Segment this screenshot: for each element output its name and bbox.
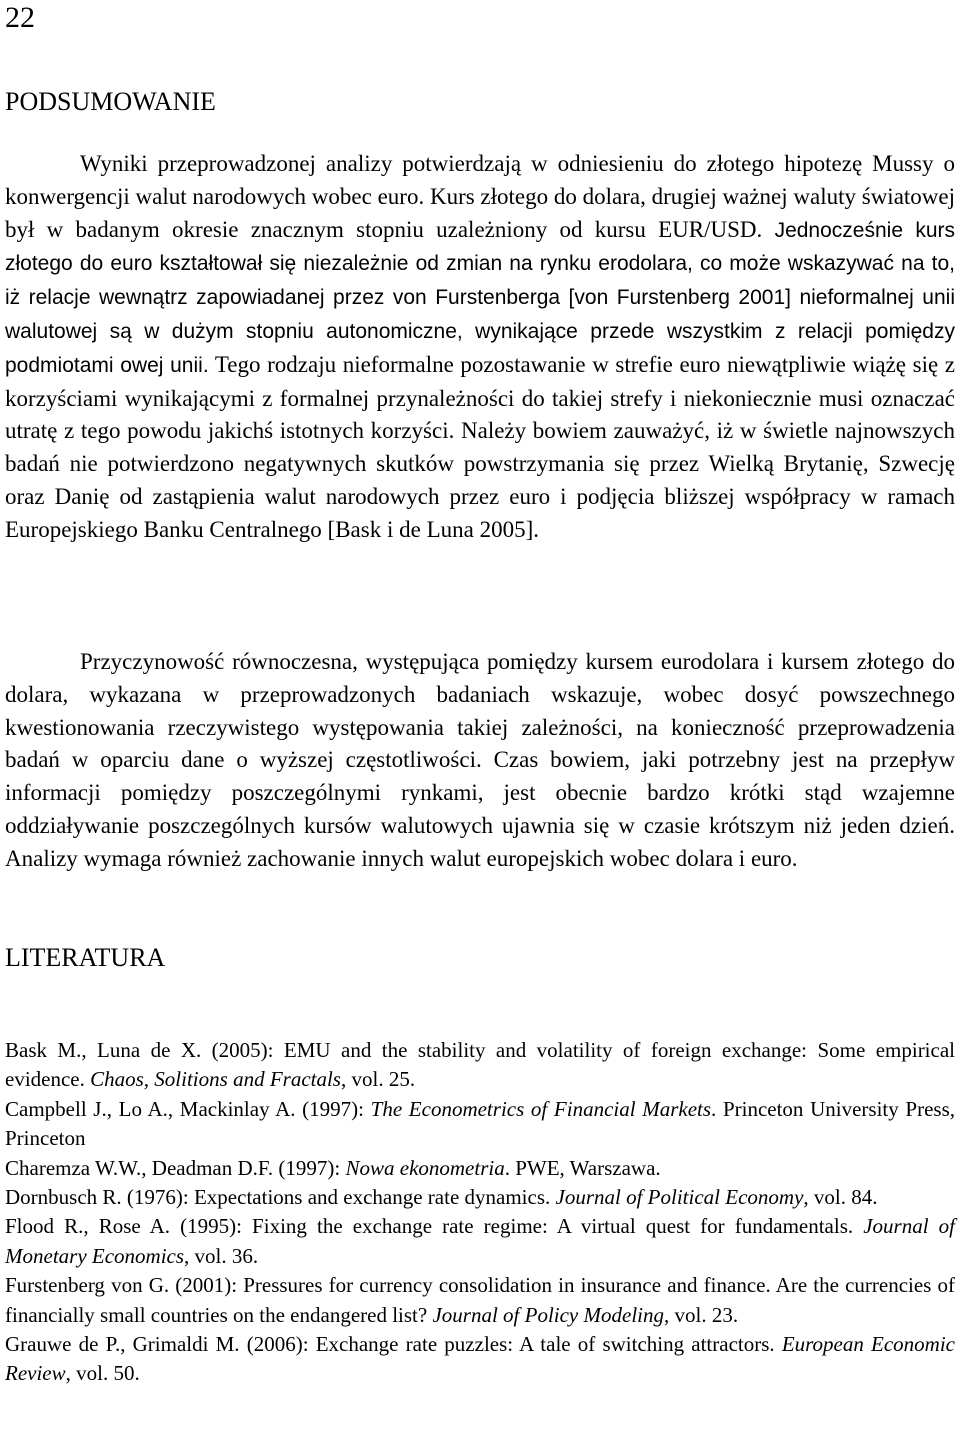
summary-p1-sentence-3: Tego rodzaju nieformalne pozostawanie w strefie euro niewątpliwie wiążę się z korzyściami wynikającymi z formalnej przynależności do takiej strefy i niekoniecznie musi oznaczać utratę z tego powodu jakichś istotnych korzyści. Należy bowiem zauważyć, iż w świetle najnowszych badań nie potwierdzono negatywnych skutków powstrzymania się przez Wielką Brytanię, Szwecję oraz Danię od zastąpienia walut narodowych przez euro i podjęcia bliższej współpracy w ramach Europejskiego Banku Centralnego [Bask i de Luna 2005].: [5, 351, 955, 542]
reference-item: [5, 1095, 955, 1154]
reference-suffix: , vol. 23.: [664, 1302, 739, 1327]
reference-text: Bask M., Luna de X. (2005): EMU and the stability and volatility of foreign exchange: Some empirical evidence.: [5, 1038, 955, 1092]
reference-suffix: , vol. 25.: [340, 1067, 416, 1092]
reference-source: Journal of Monetary Economics: [5, 1214, 955, 1268]
reference-source: Nowa ekonometria: [345, 1155, 505, 1180]
reference-source: The Econometrics of Financial Markets: [370, 1096, 712, 1121]
summary-paragraph-2: [5, 646, 955, 876]
summary-p2-text: Przyczynowość równoczesna, występująca pomiędzy kursem eurodolara i kursem złotego do dolara, wykazana w przeprowadzonych badaniach wskazuje, wobec dosyć powszechnego kwestionowania rzeczywistego występowania takiej zależności, na konieczność przeprowadzenia badań w oparciu dane o wyższej częstotliwości. Czas bowiem, jaki potrzebny jest na przepływ informacji pomiędzy poszczególnymi rynkami, jest obecnie bardzo krótki stąd wzajemne oddziaływanie poszczególnych kursów walutowych ujawnia się w czasie krótszym niż jeden dzień. Analizy wymaga również zachowanie innych walut europejskich wobec dolara i euro.: [5, 649, 955, 871]
reference-suffix: . PWE, Warszawa.: [504, 1155, 661, 1180]
reference-suffix: . Princeton University Press, Princeton: [5, 1096, 955, 1151]
reference-list: [5, 1036, 955, 1389]
summary-p1-sentence-1: Wyniki przeprowadzonej analizy potwierdzają w odniesieniu do złotego hipotezę Mussy o konwergencji walut narodowych wobec euro. Kurs złotego do dolara, drugiej ważnej waluty światowej był w badanym okresie znacznym stopniu uzależniony od kursu EUR/USD.: [5, 151, 955, 242]
reference-source: European Economic Review: [5, 1332, 956, 1386]
reference-text: Charemza W.W., Deadman D.F. (1997):: [5, 1155, 346, 1180]
reference-item: [5, 1330, 955, 1389]
reference-text: Furstenberg von G. (2001): Pressures for currency consolidation in insurance and finance. Are the currencies of financially small countries on the endangered list?: [5, 1273, 955, 1327]
reference-suffix: , vol. 36.: [184, 1243, 259, 1268]
reference-text: Campbell J., Lo A., Mackinlay A. (1997):: [5, 1096, 371, 1121]
reference-text: Dornbusch R. (1976): Expectations and exchange rate dynamics.: [5, 1185, 556, 1210]
page-number: 22: [5, 1, 35, 34]
literature-heading: LITERATURA: [5, 943, 166, 972]
reference-item: [5, 1212, 955, 1271]
reference-item: [5, 1271, 955, 1330]
reference-item: [5, 1154, 955, 1183]
reference-text: Grauwe de P., Grimaldi M. (2006): Exchange rate puzzles: A tale of switching attractors.: [5, 1332, 782, 1357]
reference-item: [5, 1183, 955, 1212]
summary-heading: PODSUMOWANIE: [5, 87, 216, 116]
reference-suffix: , vol. 50.: [65, 1361, 140, 1386]
reference-text: Flood R., Rose A. (1995): Fixing the exchange rate regime: A virtual quest for fundamentals.: [5, 1214, 864, 1239]
reference-source: Journal of Policy Modeling: [432, 1302, 664, 1327]
summary-paragraph-1: [5, 148, 955, 547]
reference-source: Chaos, Solitions and Fractals: [90, 1067, 341, 1092]
reference-suffix: , vol. 84.: [803, 1185, 878, 1210]
summary-p1-sentence-2: Jednocześnie kurs złotego do euro kształtował się niezależnie od zmian na rynku erodolara, co może wskazywać na to, iż relacje wewnątrz zapowiadanej przez von Furstenberga [von Furstenberg 2001] nieformalnej unii walutowej są w dużym stopniu autonomiczne, wynikające przede wszystkim z relacji pomiędzy podmiotami owej unii.: [5, 218, 955, 377]
reference-source: Journal of Political Economy: [555, 1185, 804, 1210]
reference-item: [5, 1036, 955, 1095]
